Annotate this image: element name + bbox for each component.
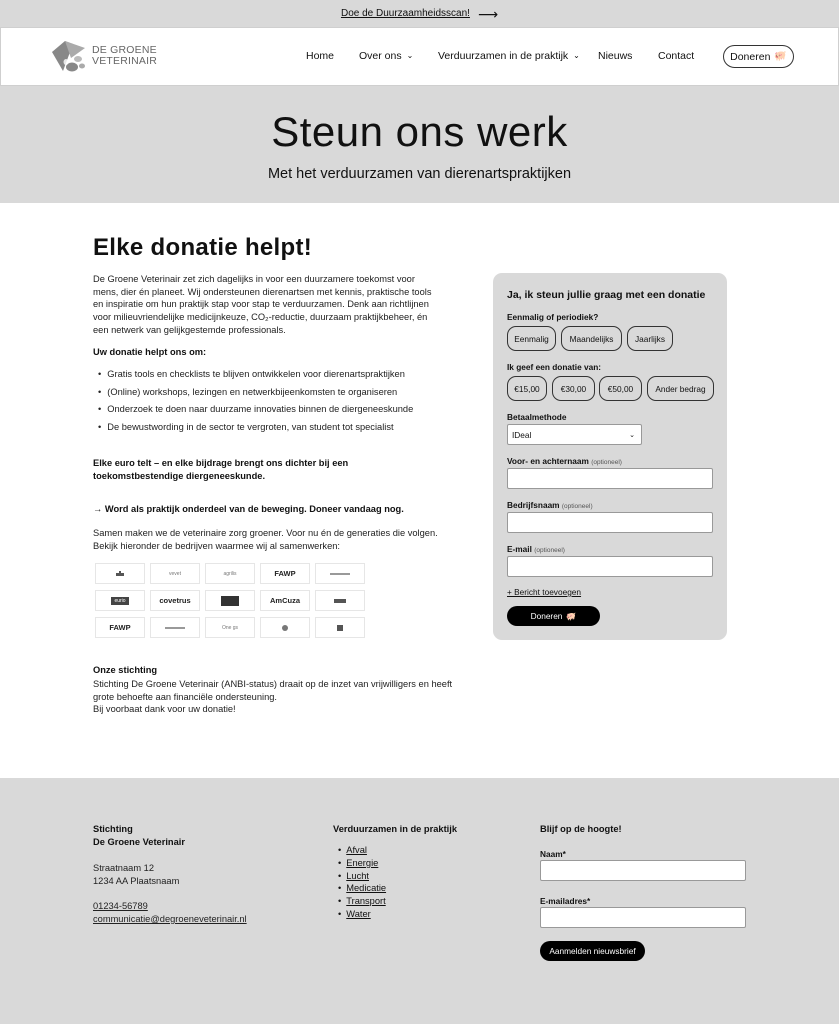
email-label <box>507 544 565 554</box>
partner-mark-icon <box>165 625 185 631</box>
partner-mark-icon <box>334 599 346 603</box>
header-donate-label: Doneren <box>730 50 771 63</box>
partner-mark-icon <box>221 596 239 606</box>
amount-15-button[interactable]: €15,00 <box>507 376 547 401</box>
list-item <box>338 871 386 884</box>
list-item <box>338 883 386 896</box>
footer-org-name <box>93 823 185 849</box>
partner-mark-icon <box>115 571 125 577</box>
amount-50-button[interactable]: €50,00 <box>599 376 642 401</box>
duurzaamheidsscan-link[interactable]: Doe de Duurzaamheidsscan! <box>340 8 470 19</box>
partner-logo-onegs[interactable] <box>205 617 255 638</box>
nav-contact[interactable] <box>658 50 694 62</box>
partner-logo-amcuza[interactable] <box>260 590 310 611</box>
partner-logo-1[interactable] <box>95 563 145 584</box>
list-item: • (Online) workshops, lezingen en netwerkbijeenkomsten te organiseren <box>98 387 413 405</box>
partner-covetrus-text: covetrus <box>159 596 191 605</box>
frequency-eenmalig-button[interactable]: Eenmalig <box>507 326 556 351</box>
newsletter-heading: Blijf op de hoogte! <box>540 824 622 834</box>
footer-practice-links <box>338 845 386 922</box>
announcement-bar <box>0 0 839 27</box>
intro-text: De Groene Veterinair zet zich dagelijks in voor een duurzamere toekomst voor mens, dier én planeet. Wij ondersteunen dierenartsen met kennis, praktische tools en inspiratie om hun praktijk stap voor stap te verduurzamen. Denk aan richtlijnen voor milieuvriendelijke medicijnkeuze, CO₂-reductie, duurzaam praktijkbeheer, én een netwerk van gelijkgestemde professionals. <box>93 274 432 335</box>
email-label-text: E-mail <box>507 544 532 554</box>
partner-logo-14[interactable] <box>260 617 310 638</box>
nav-verduurzamen-label: Verduurzamen in de praktijk <box>438 50 569 62</box>
hero-banner <box>0 86 839 203</box>
payment-method-label: Betaalmethode <box>507 412 567 422</box>
partner-eurio-text: eurio <box>111 597 128 605</box>
partner-onegs-text: One gs <box>221 624 239 631</box>
nav-over-ons-label: Over ons <box>359 50 402 62</box>
chevron-down-icon: ⌄ <box>406 51 414 60</box>
partner-mark-icon <box>336 624 344 632</box>
partner-fawp-text: FAWP <box>274 569 296 578</box>
frequency-label: Eenmalig of periodiek? <box>507 312 599 322</box>
foundation-text-1: Stichting De Groene Veterinair (ANBI-status) draait op de inzet van vrijwilligers en heeft grote behoefte aan financiële ondersteuning. <box>93 679 453 702</box>
frequency-maandelijks-button[interactable]: Maandelijks <box>561 326 622 351</box>
partner-logo-eurio[interactable] <box>95 590 145 611</box>
list-item <box>338 845 386 858</box>
partner-logo-grid <box>95 563 367 638</box>
piggy-bank-icon: 🐖 <box>774 51 787 62</box>
name-label-text: Voor- en achternaam <box>507 456 589 466</box>
main-nav <box>1 28 838 85</box>
footer-org-line1: Stichting <box>93 824 133 834</box>
footer-email-link[interactable]: communicatie@degroeneveterinair.nl <box>93 914 247 924</box>
foundation-text <box>93 678 453 716</box>
footer-org-line2: De Groene Veterinair <box>93 837 185 847</box>
partner-vevet-text: vevet <box>169 570 181 577</box>
euro-statement: Elke euro telt – en elke bijdrage brengt ons dichter bij een toekomstbestendige diergeneeskunde. <box>93 458 349 481</box>
optional-note: (optioneel) <box>534 547 565 554</box>
list-item <box>338 858 386 871</box>
donate-submit-button[interactable] <box>507 606 600 626</box>
nav-home[interactable] <box>306 50 334 62</box>
footer-link-medicatie[interactable]: Medicatie <box>346 883 387 894</box>
partner-logo-15[interactable] <box>315 617 365 638</box>
partner-logo-10[interactable] <box>315 590 365 611</box>
newsletter-email-input[interactable] <box>540 907 746 928</box>
footer-link-lucht[interactable]: Lucht <box>346 870 370 881</box>
footer-link-afval[interactable]: Afval <box>346 845 367 855</box>
name-input[interactable] <box>507 468 713 489</box>
list-item: • Gratis tools en checklists te blijven ontwikkelen voor dierenartspraktijken <box>98 369 413 387</box>
newsletter-email-label: E-mailadres* <box>540 896 591 906</box>
payment-method-select[interactable] <box>507 424 642 445</box>
partner-logo-fawp-2[interactable] <box>95 617 145 638</box>
amount-other-button[interactable]: Ander bedrag <box>647 376 714 401</box>
partner-agrilis-text: agrilis <box>223 570 237 577</box>
site-header <box>0 27 839 86</box>
partners-intro: Samen maken we de veterinaire zorg groener. Voor nu én de generaties die volgen. Bekijk hieronder de bedrijven waarmee wij al samenwerken: <box>93 528 438 551</box>
newsletter-name-label: Naam* <box>540 849 566 859</box>
footer-contact <box>93 900 247 926</box>
nav-nieuws[interactable] <box>598 50 632 62</box>
newsletter-subscribe-button[interactable]: Aanmelden nieuwsbrief <box>540 941 645 961</box>
partner-logo-fawp[interactable] <box>260 563 310 584</box>
nav-nieuws-label: Nieuws <box>598 50 633 62</box>
footer-link-transport[interactable]: Transport <box>346 896 386 907</box>
amount-label: Ik geef een donatie van: <box>507 362 602 372</box>
email-input[interactable] <box>507 556 713 577</box>
nav-verduurzamen[interactable] <box>438 50 580 62</box>
donation-form <box>493 273 727 640</box>
name-label <box>507 456 622 466</box>
donation-form-title: Ja, ik steun jullie graag met een donatie <box>507 289 706 301</box>
newsletter-name-input[interactable] <box>540 860 746 881</box>
logo-text-line2: VETERINAIR <box>92 55 158 67</box>
chevron-down-icon: ⌄ <box>573 51 580 60</box>
add-message-link[interactable]: + Bericht toevoegen <box>507 587 582 597</box>
site-footer <box>0 778 839 1024</box>
optional-note: (optioneel) <box>561 503 593 510</box>
partner-logo-5[interactable] <box>315 563 365 584</box>
nav-contact-label: Contact <box>658 50 695 62</box>
donate-submit-label: Doneren <box>530 611 563 621</box>
footer-link-water[interactable]: Water <box>346 908 371 919</box>
company-input[interactable] <box>507 512 713 533</box>
piggy-bank-icon: 🐖 <box>566 611 577 621</box>
nav-home-label: Home <box>306 50 335 62</box>
call-to-action: → Word als praktijk onderdeel van de beweging. Doneer vandaag nog. <box>93 504 404 514</box>
arrow-right-icon[interactable]: ⟶ <box>477 5 499 22</box>
footer-link-energie[interactable]: Energie <box>346 857 379 868</box>
chevron-down-icon: ⌄ <box>629 431 635 439</box>
company-label-text: Bedrijfsnaam <box>507 500 560 510</box>
hero-subtitle: Met het verduurzamen van dierenartspraktijken <box>267 166 572 182</box>
footer-phone-link[interactable]: 01234-56789 <box>93 901 148 911</box>
amount-30-button[interactable]: €30,00 <box>552 376 595 401</box>
nav-over-ons[interactable] <box>359 50 413 62</box>
foundation-title: Onze stichting <box>93 665 158 675</box>
list-item: • Onderzoek te doen naar duurzame innovaties binnen de diergeneeskunde <box>98 404 413 422</box>
partner-fawp-text: FAWP <box>109 623 131 632</box>
partner-amcuza-text: AmCuza <box>269 596 300 605</box>
foundation-text-2: Bij voorbaat dank voor uw donatie! <box>93 704 236 715</box>
partner-logo-agrilis[interactable] <box>205 563 255 584</box>
helps-heading: Uw donatie helpt ons om: <box>93 347 207 357</box>
helps-list <box>98 369 413 439</box>
footer-address <box>93 862 179 888</box>
hero-title: Steun ons werk <box>271 108 568 155</box>
logo-text-line1: DE GROENE <box>92 44 157 56</box>
partner-logo-12[interactable] <box>150 617 200 638</box>
list-item: • De bewustwording in de sector te vergroten, van student tot specialist <box>98 422 413 440</box>
list-item <box>338 909 386 922</box>
payment-method-value: IDeal <box>512 429 532 440</box>
partner-logo-vevet[interactable] <box>150 563 200 584</box>
list-item <box>338 896 386 909</box>
partner-mark-icon <box>281 624 289 632</box>
header-donate-button[interactable] <box>723 45 794 68</box>
frequency-jaarlijks-button[interactable]: Jaarlijks <box>627 326 673 351</box>
page-title: Elke donatie helpt! <box>93 234 313 261</box>
partner-logo-covetrus[interactable] <box>150 590 200 611</box>
footer-practice-heading: Verduurzamen in de praktijk <box>333 824 457 834</box>
optional-note: (optioneel) <box>591 459 622 466</box>
partner-mark-icon <box>330 571 350 577</box>
footer-address-line2: 1234 AA Plaatsnaam <box>93 876 180 886</box>
partner-logo-8[interactable] <box>205 590 255 611</box>
footer-address-line1: Straatnaam 12 <box>93 863 154 873</box>
company-label <box>507 500 593 510</box>
